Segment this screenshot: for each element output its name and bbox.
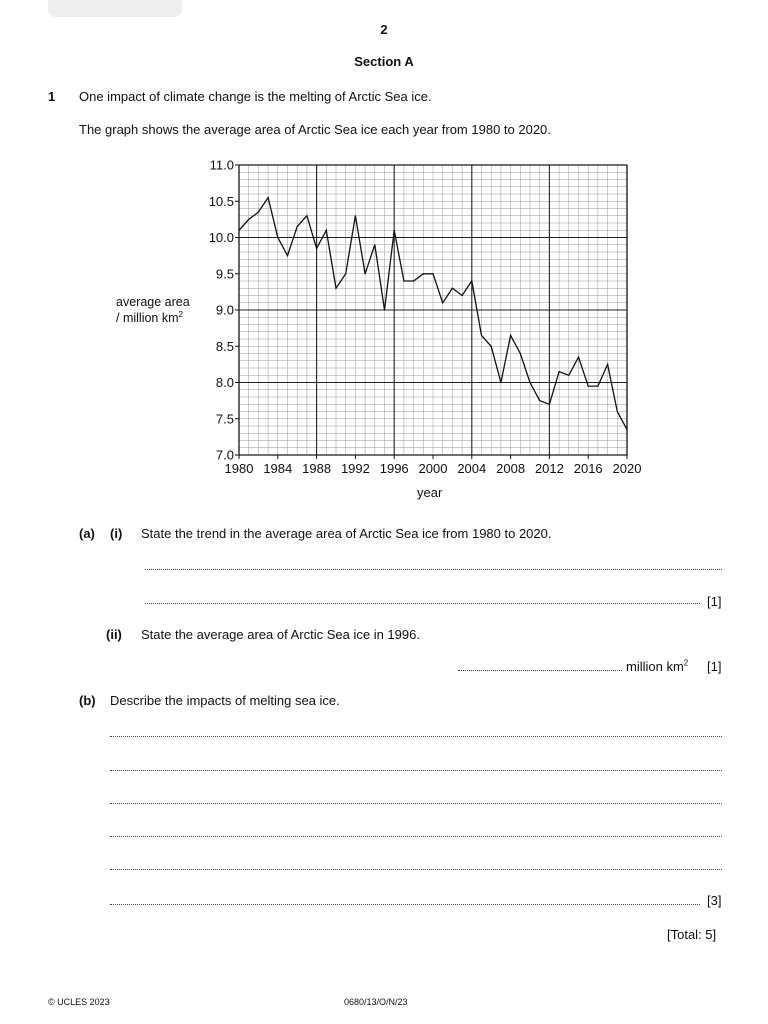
part-b-label: (b) <box>79 693 96 708</box>
part-b-text: Describe the impacts of melting sea ice. <box>110 693 340 708</box>
section-title: Section A <box>354 54 414 69</box>
y-tick-label: 9.0 <box>215 302 234 318</box>
data-point <box>258 212 259 213</box>
footer-copyright: © UCLES 2023 <box>48 997 110 1007</box>
data-point <box>500 382 501 383</box>
data-point <box>491 346 492 347</box>
data-point <box>248 219 249 220</box>
y-tick-label: 8.0 <box>215 375 234 390</box>
answer-line-b-2[interactable] <box>110 770 722 771</box>
x-tick-label: 2000 <box>418 461 448 476</box>
data-point <box>326 230 327 231</box>
x-tick-label: 1980 <box>224 461 254 476</box>
y-tick-label: 7.5 <box>215 411 234 427</box>
x-tick-label: 2008 <box>496 461 526 476</box>
data-point <box>423 273 424 274</box>
unit-a-ii <box>626 659 688 674</box>
question-intro: One impact of climate change is the melting of Arctic Sea ice. <box>79 89 432 104</box>
axes <box>235 165 627 459</box>
y-tick-labels <box>209 158 234 463</box>
data-point <box>510 335 511 336</box>
y-tick-label: 9.5 <box>215 266 234 282</box>
part-a-ii-label: (ii) <box>106 627 122 642</box>
y-tick-label: 11.0 <box>209 157 234 173</box>
footer-code: 0680/13/O/N/23 <box>344 997 408 1007</box>
answer-line-b-1[interactable] <box>110 736 722 737</box>
answer-line-a-i-1[interactable] <box>145 569 722 570</box>
x-axis-label: year <box>417 485 443 500</box>
mark-a-ii: [1] <box>707 659 722 674</box>
data-point <box>277 237 278 238</box>
data-point <box>355 215 356 216</box>
part-a-label: (a) <box>79 526 95 541</box>
part-a-ii-text: State the average area of Arctic Sea ice in 1996. <box>141 627 420 642</box>
x-tick-label: 1992 <box>340 461 370 476</box>
data-point <box>306 215 307 216</box>
total-marks: [Total: 5] <box>667 927 717 942</box>
data-point <box>471 280 472 281</box>
data-point <box>268 197 269 198</box>
data-point <box>374 244 375 245</box>
data-point <box>607 364 608 365</box>
data-point <box>403 280 404 281</box>
y-axis-label <box>116 294 190 326</box>
question-number: 1 <box>48 89 56 104</box>
data-point <box>442 302 443 303</box>
y-axis-label-sup: 2 <box>178 309 183 319</box>
y-axis-label-unit: / million km <box>116 311 179 325</box>
data-point <box>617 411 618 412</box>
answer-line-b-4[interactable] <box>110 836 722 837</box>
data-point <box>597 386 598 387</box>
answer-line-b-3[interactable] <box>110 803 722 804</box>
data-point <box>365 273 366 274</box>
data-point <box>345 273 346 274</box>
data-point <box>568 375 569 376</box>
data-point <box>432 273 433 274</box>
y-axis-label-line2 <box>116 310 190 326</box>
data-point <box>520 353 521 354</box>
answer-line-a-i-2[interactable] <box>145 603 700 604</box>
part-a-i-label: (i) <box>110 526 123 541</box>
data-point <box>238 230 239 231</box>
y-axis-label-line1: average area <box>116 295 190 309</box>
unit-a-ii-text: million km <box>626 659 684 674</box>
x-tick-label: 2012 <box>534 461 564 476</box>
mark-a-i: [1] <box>707 594 722 609</box>
x-tick-label: 1988 <box>302 461 332 476</box>
y-tick-label: 10.5 <box>208 193 234 209</box>
graph-intro: The graph shows the average area of Arctic Sea ice each year from 1980 to 2020. <box>79 122 551 137</box>
y-tick-label: 7.0 <box>215 447 234 463</box>
data-point <box>287 255 288 256</box>
data-point <box>413 280 414 281</box>
x-tick-label: 1996 <box>379 461 409 476</box>
data-point <box>559 371 560 372</box>
data-point <box>588 386 589 387</box>
data-point <box>549 404 550 405</box>
data-point <box>462 295 463 296</box>
data-point <box>335 288 336 289</box>
y-tick-label: 10.0 <box>208 230 234 245</box>
data-point <box>578 357 579 358</box>
data-point <box>297 226 298 227</box>
page-number: 2 <box>380 22 388 37</box>
data-point <box>626 429 627 430</box>
data-point <box>529 382 530 383</box>
x-tick-label: 2004 <box>457 461 487 476</box>
y-tick-label: 8.5 <box>215 338 234 354</box>
data-point <box>452 288 453 289</box>
mark-b: [3] <box>707 893 722 908</box>
data-point <box>316 248 317 249</box>
x-tick-labels <box>225 461 642 476</box>
data-point <box>384 309 385 310</box>
x-tick-label: 2016 <box>573 461 603 476</box>
answer-line-b-6[interactable] <box>110 904 700 905</box>
data-point <box>539 400 540 401</box>
data-point <box>481 335 482 336</box>
data-point <box>394 230 395 231</box>
unit-a-ii-sup: 2 <box>683 658 689 668</box>
answer-line-a-ii[interactable] <box>458 670 622 671</box>
x-tick-label: 2020 <box>612 461 642 476</box>
answer-line-b-5[interactable] <box>110 869 722 870</box>
part-a-i-text: State the trend in the average area of Arctic Sea ice from 1980 to 2020. <box>141 526 552 541</box>
x-tick-label: 1984 <box>263 461 293 476</box>
